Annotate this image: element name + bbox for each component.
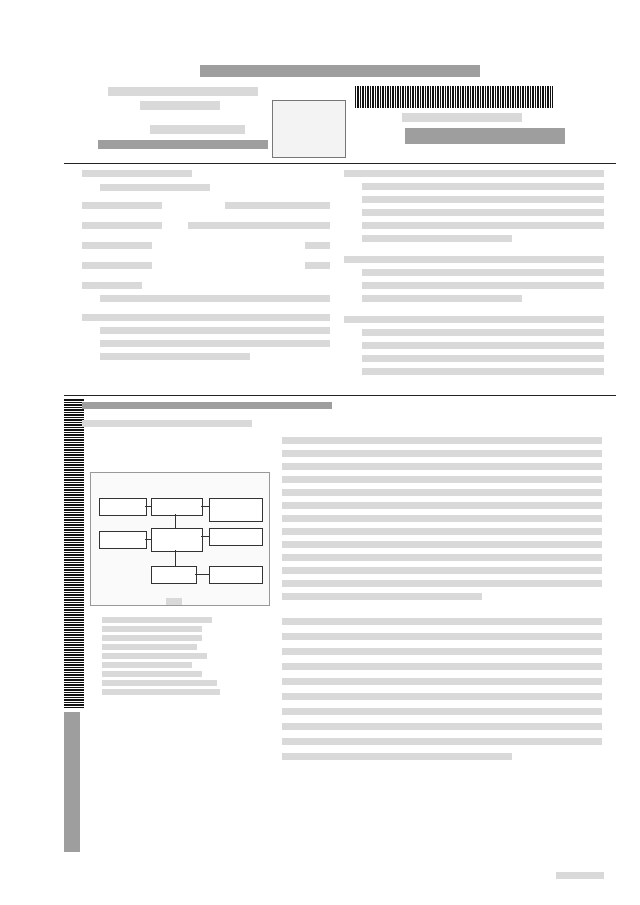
abstract-zh-line	[282, 738, 602, 745]
abstract-zh-line	[282, 648, 602, 655]
field-74-line-2	[362, 269, 604, 276]
side-publication-number	[64, 712, 80, 852]
field-21-value	[225, 202, 330, 209]
legend-item	[102, 662, 192, 668]
legend-item	[102, 671, 202, 677]
figure-block-7	[151, 566, 197, 584]
field-71-line-4	[100, 353, 250, 360]
section-rule	[64, 395, 616, 396]
abstract-zh-line	[282, 723, 602, 730]
field-21	[82, 202, 162, 209]
abstract-zh-line	[282, 678, 602, 685]
field-74	[344, 256, 604, 263]
office-name-line-2	[140, 101, 220, 110]
figure-caption	[166, 598, 182, 605]
field-81-line-5	[362, 368, 604, 375]
field-51	[82, 170, 192, 177]
document-title	[200, 65, 480, 77]
field-72-line-2	[362, 183, 604, 190]
field-81-line-4	[362, 355, 604, 362]
field-72	[344, 170, 604, 177]
abstract-en-line	[282, 567, 602, 574]
abstract-zh-line	[282, 618, 602, 625]
figure-block-2	[151, 498, 203, 516]
field-26-value	[305, 262, 330, 269]
drawing-figure	[90, 472, 270, 606]
publication-number-label	[402, 113, 522, 122]
field-25	[82, 242, 152, 249]
field-74-line-4	[362, 295, 522, 302]
office-name	[108, 87, 258, 96]
abstract-zh-line	[282, 753, 512, 760]
field-72-line-3	[362, 196, 604, 203]
legend-item	[102, 635, 202, 641]
figure-connector	[175, 550, 176, 566]
field-30-value	[100, 295, 330, 302]
figure-connector	[145, 539, 151, 540]
header-rule	[64, 163, 616, 164]
field-22	[82, 222, 162, 229]
legend-item	[102, 689, 220, 695]
abstract-en-line	[282, 593, 482, 600]
field-81-line-3	[362, 342, 604, 349]
field-81	[344, 316, 604, 323]
title-zh	[82, 420, 252, 427]
legend-item	[102, 617, 212, 623]
publication-barcode	[355, 86, 553, 108]
abstract-zh-line	[282, 663, 602, 670]
abstract-en-line	[282, 463, 602, 470]
figure-block-8	[209, 566, 263, 584]
continued-note	[556, 872, 604, 879]
field-30	[82, 282, 142, 289]
abstract-en-line	[282, 450, 602, 457]
abstract-zh-line	[282, 633, 602, 640]
field-72-line-5	[362, 222, 604, 229]
publication-number	[405, 128, 565, 144]
figure-connector	[201, 506, 209, 507]
field-71	[82, 314, 330, 321]
field-74-line-3	[362, 282, 604, 289]
field-81-line-2	[362, 329, 604, 336]
title-en	[82, 402, 332, 409]
figure-block-1	[99, 498, 147, 516]
figure-block-5	[99, 531, 147, 549]
field-72-line-4	[362, 209, 604, 216]
field-71-line-2	[100, 327, 330, 334]
figure-block-3	[209, 498, 263, 522]
publication-date-label	[150, 125, 245, 134]
legend-item	[102, 653, 207, 659]
abstract-en-line	[282, 502, 602, 509]
abstract-en-line	[282, 554, 602, 561]
field-22-value	[188, 222, 330, 229]
figure-connector	[145, 506, 151, 507]
field-71-line-3	[100, 340, 330, 347]
figure-block-6	[209, 528, 263, 546]
abstract-en-line	[282, 528, 602, 535]
field-25-value	[305, 242, 330, 249]
abstract-en-line	[282, 515, 602, 522]
abstract-en-line	[282, 580, 602, 587]
legend-item	[102, 644, 197, 650]
publication-date	[98, 140, 268, 149]
abstract-en-line	[282, 489, 602, 496]
abstract-en-line	[282, 476, 602, 483]
field-51-value	[100, 184, 210, 191]
abstract-en-line	[282, 541, 602, 548]
figure-connector	[201, 536, 209, 537]
figure-block-4	[151, 528, 203, 552]
side-barcode	[64, 398, 84, 708]
field-26	[82, 262, 152, 269]
figure-connector	[195, 574, 209, 575]
figure-connector	[175, 514, 176, 528]
abstract-en-line	[282, 437, 602, 444]
abstract-zh-line	[282, 708, 602, 715]
legend-item	[102, 626, 202, 632]
abstract-zh-line	[282, 693, 602, 700]
field-72-line-6	[362, 235, 512, 242]
legend-item	[102, 680, 217, 686]
wipo-logo	[272, 100, 346, 158]
